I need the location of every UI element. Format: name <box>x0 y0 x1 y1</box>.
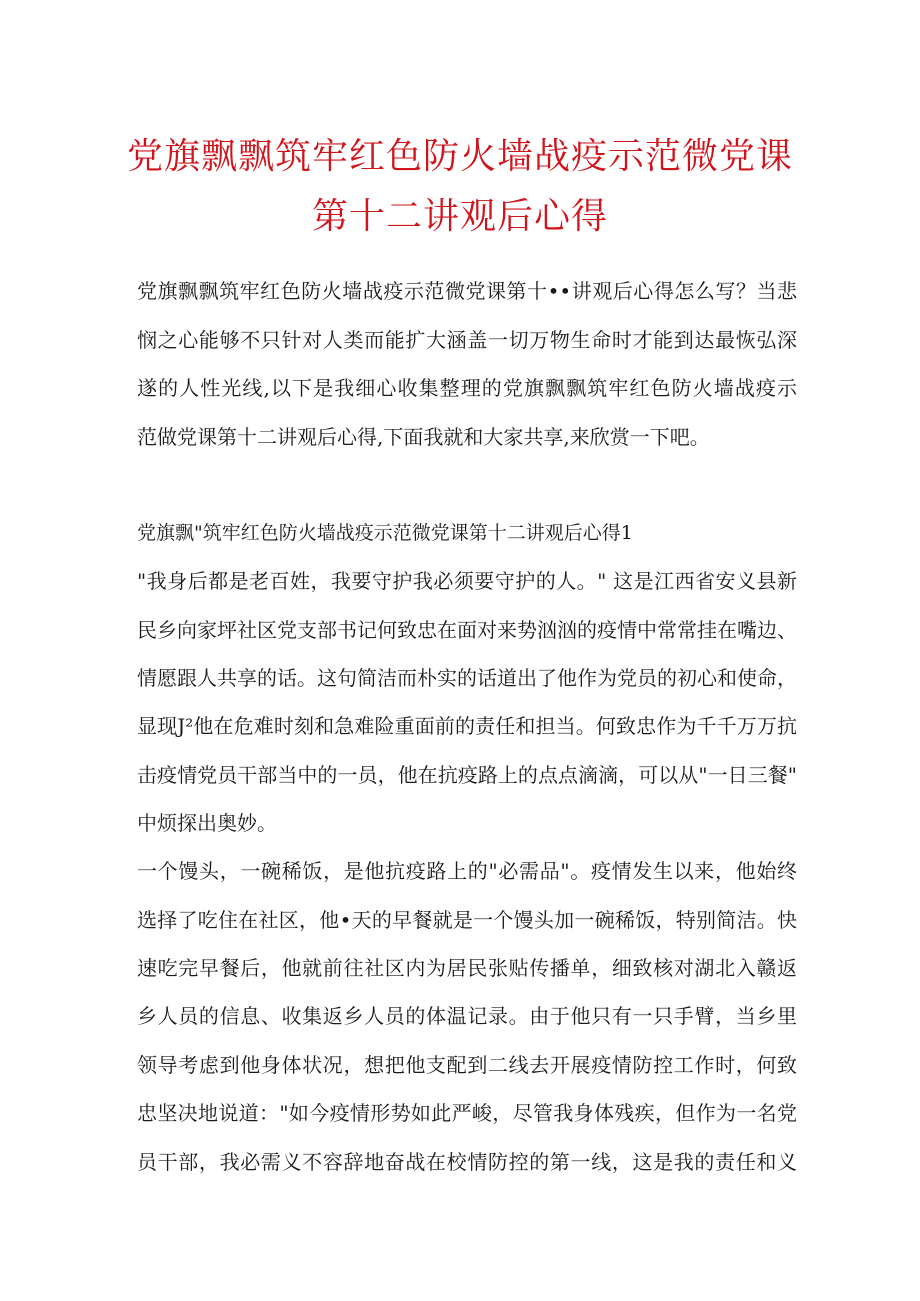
paragraph-line: 民乡向家坪社区党支部书记何致忠在面对来势汹汹的疫情中常常挂在嘴边、 <box>137 618 797 642</box>
intro-line: 遂的人性光线,以下是我细心收集整理的党旗飘飘筑牢红色防火墙战疫示 <box>137 376 797 400</box>
paragraph-line: 选择了吃住在社区，他•天的早餐就是一个馒头加一碗稀饭，特别简洁。快 <box>137 908 797 932</box>
paragraph-line: 员干部，我必需义不容辞地奋战在校情防控的第一线，这是我的责任和义 <box>137 1150 797 1174</box>
intro-line: 党旗飘飘筑牢红色防火墙战疫示范微党课第十••讲观后心得怎么写？当悲 <box>137 279 797 303</box>
paragraph-line: 击疫情党员干部当中的一员，他在抗疫路上的点点滴滴，可以从"一日三餐" <box>137 763 797 787</box>
paragraph-line: 显现J²他在危难时刻和急难险重面前的责任和担当。何致忠作为千千万万抗 <box>137 714 797 738</box>
paragraph-line: 速吃完早餐后，他就前往社区内为居民张贴传播单，细致核对湖北入赣返 <box>137 956 797 980</box>
paragraph-line: "我身后都是老百姓，我要守护我必须要守护的人。" 这是江西省安义县新 <box>137 569 797 593</box>
paragraph-line: 忠坚决地说道："如今疫情形势如此严峻，尽管我身体残疾，但作为一名党 <box>137 1101 797 1125</box>
paragraph-line: 情愿跟人共享的话。这句简洁而朴实的话道出了他作为党员的初心和使命， <box>137 666 797 690</box>
paragraph-line: 领导考虑到他身体状况，想把他支配到二线去开展疫情防控工作时，何致 <box>137 1053 797 1077</box>
section-heading: 党旗飘"筑牢红色防火墙战疫示范微党课第十二讲观后心得1 <box>137 522 633 544</box>
intro-line: 悯之心能够不只针对人类而能扩大涵盖一切万物生命时才能到达最恢弘深 <box>137 328 797 352</box>
paragraph-line: 乡人员的信息、收集返乡人员的体温记录。由于他只有一只手臂，当乡里 <box>137 1004 797 1028</box>
document-title-line-2: 第十二讲观后心得 <box>311 196 608 237</box>
document-title-line-1: 党旗飘飘筑牢红色防火墙战疫示范微党课 <box>126 136 793 177</box>
intro-line: 范做党课第十二讲观后心得,下面我就和大家共享,来欣赏一下吧。 <box>137 425 710 449</box>
paragraph-line: 中烦探出奥妙。 <box>137 811 277 835</box>
paragraph-line: 一个馒头，一碗稀饭，是他抗疫路上的"必需品"。疫情发生以来，他始终 <box>137 859 797 883</box>
